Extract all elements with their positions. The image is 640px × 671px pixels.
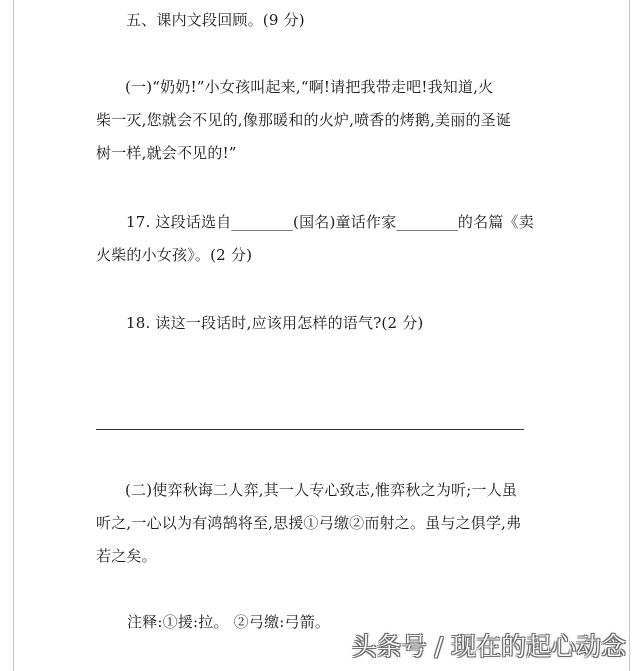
- passage2-line-1: (二)使弈秋诲二人弈,其一人专心致志,惟弈秋之为听;一人虽: [125, 481, 518, 499]
- watermark-text: 头条号 / 现在的起心动念: [351, 632, 626, 661]
- page-right-border: [629, 0, 630, 671]
- page-left-border: [13, 0, 14, 671]
- question-17-line-2: 火柴的小女孩》。(2 分): [96, 246, 253, 264]
- question-18: 18. 读这一段话时,应该用怎样的语气?(2 分): [126, 314, 424, 332]
- question-17-line-1: 17. 这段话选自________(国名)童话作家________的名篇《卖: [126, 213, 534, 231]
- passage1-line-1: (一)“奶奶!”小女孩叫起来,“啊!请把我带走吧!我知道,火: [125, 78, 494, 96]
- annotation-notes: 注释:①援:拉。 ②弓缴:弓箭。: [127, 613, 331, 631]
- answer-blank-line: [96, 429, 524, 430]
- section-heading: 五、课内文段回顾。(9 分): [126, 11, 305, 29]
- passage1-line-2: 柴一灭,您就会不见的,像那暖和的火炉,喷香的烤鹅,美丽的圣诞: [96, 111, 512, 129]
- passage1-line-3: 树一样,就会不见的!”: [96, 144, 237, 162]
- passage2-line-3: 若之矣。: [96, 547, 157, 565]
- passage2-line-2: 听之,一心以为有鸿鹄将至,思援①弓缴②而射之。虽与之俱学,弗: [96, 514, 522, 532]
